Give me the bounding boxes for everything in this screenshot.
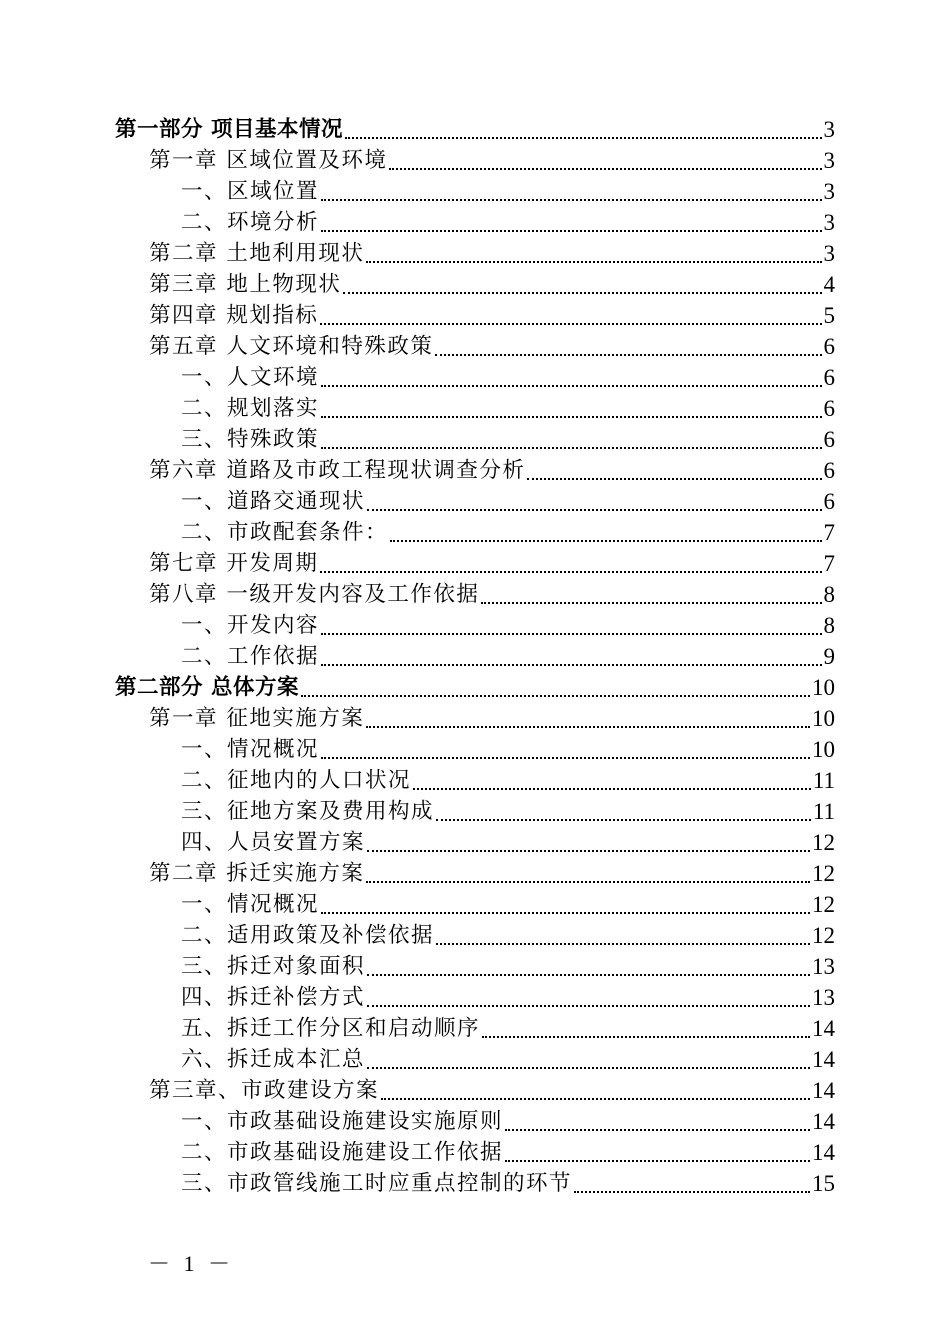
toc-entry-page: 12 [812,830,835,855]
toc-entry[interactable] [181,641,835,672]
toc-entry[interactable] [149,269,835,300]
toc-entry-title: 二、工作依据 [181,644,320,669]
toc-entry-page: 14 [812,1047,835,1072]
toc-entry[interactable] [181,951,835,982]
toc-entry[interactable] [149,548,835,579]
toc-entry-page: 8 [823,613,835,638]
toc-entry-title: 第六章 道路及市政工程现状调查分析 [149,458,526,483]
toc-entry[interactable] [149,455,835,486]
toc-entry-title: 一、道路交通现状 [181,489,366,514]
toc-dot-leader [527,478,821,480]
table-of-contents [0,114,950,1199]
toc-entry-title: 第七章 开发周期 [149,551,319,576]
toc-entry[interactable] [149,331,835,362]
toc-entry-title: 六、拆迁成本汇总 [181,1047,366,1072]
toc-dot-leader [389,168,821,170]
toc-dot-leader [367,509,821,511]
toc-entry[interactable] [149,300,835,331]
toc-entry[interactable] [181,1044,835,1075]
toc-entry[interactable] [149,579,835,610]
toc-entry-title: 一、市政基础设施建设实施原则 [181,1109,504,1134]
toc-entry-title: 五、拆迁工作分区和启动顺序 [181,1016,481,1041]
toc-entry-title: 第八章 一级开发内容及工作依据 [149,582,480,607]
toc-entry-title: 二、市政基础设施建设工作依据 [181,1140,504,1165]
toc-dot-leader [321,199,821,201]
toc-entry-title: 第一部分 项目基本情况 [115,117,343,142]
toc-entry-title: 三、特殊政策 [181,427,320,452]
toc-entry-title: 第二章 土地利用现状 [149,241,365,266]
toc-entry[interactable] [181,796,835,827]
toc-dot-leader [367,850,810,852]
toc-entry-title: 四、人员安置方案 [181,830,366,855]
toc-entry-title: 三、征地方案及费用构成 [181,799,435,824]
toc-dot-leader [321,664,821,666]
toc-dot-leader [321,385,821,387]
toc-entry-page: 10 [812,675,835,700]
toc-entry[interactable] [181,1137,835,1168]
toc-entry[interactable] [181,176,835,207]
toc-entry-title: 三、市政管线施工时应重点控制的环节 [181,1171,573,1196]
toc-dot-leader [320,571,821,573]
toc-dot-leader [505,1160,810,1162]
toc-entry[interactable] [181,920,835,951]
toc-entry-title: 第三章 地上物现状 [149,272,342,297]
toc-entry-title: 二、规划落实 [181,396,320,421]
toc-dot-leader [390,540,821,542]
toc-entry-title: 第四章 规划指标 [149,303,319,328]
toc-dot-leader [321,416,821,418]
toc-entry-title: 二、市政配套条件： [181,520,389,545]
toc-entry-page: 14 [812,1140,835,1165]
toc-entry-page: 6 [823,489,835,514]
toc-entry-title: 二、征地内的人口状况 [181,768,412,793]
toc-entry[interactable] [181,982,835,1013]
toc-entry-page: 11 [812,799,835,824]
toc-entry-page: 10 [812,706,835,731]
toc-entry-page: 6 [823,334,835,359]
toc-entry-page: 4 [823,272,835,297]
toc-entry[interactable] [181,362,835,393]
toc-entry-page: 7 [823,551,835,576]
toc-entry-page: 11 [812,768,835,793]
toc-dot-leader [367,1067,810,1069]
toc-entry-title: 第一章 征地实施方案 [149,706,365,731]
toc-dot-leader [320,323,821,325]
toc-entry-page: 14 [812,1016,835,1041]
toc-dot-leader [345,137,822,139]
toc-entry-page: 12 [812,923,835,948]
toc-dot-leader [343,292,821,294]
toc-dot-leader [505,1129,810,1131]
toc-entry-page: 6 [823,365,835,390]
toc-entry[interactable] [181,610,835,641]
toc-dot-leader [321,447,821,449]
toc-dot-leader [321,230,821,232]
toc-entry[interactable] [181,1106,835,1137]
toc-entry[interactable] [181,424,835,455]
toc-entry-page: 6 [823,427,835,452]
toc-entry[interactable] [149,1075,835,1106]
toc-dot-leader [321,633,821,635]
toc-entry[interactable] [181,765,835,796]
toc-entry-page: 3 [823,148,835,173]
toc-dot-leader [367,974,810,976]
toc-dot-leader [321,912,810,914]
toc-dot-leader [574,1191,810,1193]
toc-entry[interactable] [149,145,835,176]
toc-entry-title: 第五章 人文环境和特殊政策 [149,334,434,359]
toc-entry[interactable] [181,207,835,238]
toc-dot-leader [413,788,811,790]
toc-entry-title: 二、环境分析 [181,210,320,235]
toc-entry-title: 一、区域位置 [181,179,320,204]
toc-dot-leader [321,757,810,759]
toc-entry[interactable] [181,1013,835,1044]
toc-entry-page: 10 [812,737,835,762]
toc-dot-leader [366,726,810,728]
toc-entry[interactable] [181,393,835,424]
toc-entry-page: 3 [823,117,835,142]
toc-entry-page: 14 [812,1109,835,1134]
toc-entry[interactable] [181,827,835,858]
toc-entry[interactable] [149,858,835,889]
toc-entry-title: 二、适用政策及补偿依据 [181,923,435,948]
toc-dot-leader [367,1005,810,1007]
toc-dot-leader [482,1036,810,1038]
toc-entry-title: 第三章、市政建设方案 [149,1078,380,1103]
toc-dot-leader [436,943,810,945]
toc-entry-page: 6 [823,458,835,483]
toc-dot-leader [381,1098,810,1100]
toc-entry-title: 三、拆迁对象面积 [181,954,366,979]
toc-dot-leader [366,261,821,263]
toc-entry-page: 3 [823,179,835,204]
toc-entry-title: 一、情况概况 [181,737,320,762]
toc-dot-leader [301,695,810,697]
toc-entry-title: 第二章 拆迁实施方案 [149,861,365,886]
toc-entry-page: 7 [823,520,835,545]
toc-entry-title: 一、人文环境 [181,365,320,390]
toc-dot-leader [435,354,821,356]
toc-entry-page: 5 [823,303,835,328]
toc-entry-title: 一、开发内容 [181,613,320,638]
toc-entry-title: 一、情况概况 [181,892,320,917]
toc-entry[interactable] [181,517,835,548]
toc-entry[interactable] [181,486,835,517]
toc-entry-page: 13 [812,985,835,1010]
toc-entry-page: 6 [823,396,835,421]
toc-entry[interactable] [149,703,835,734]
toc-entry-page: 12 [812,892,835,917]
toc-dot-leader [366,881,810,883]
toc-entry[interactable] [181,1168,835,1199]
toc-entry-page: 12 [812,861,835,886]
toc-entry[interactable] [181,889,835,920]
toc-entry-page: 14 [812,1078,835,1103]
toc-entry-page: 3 [823,241,835,266]
toc-entry-page: 13 [812,954,835,979]
toc-entry[interactable] [181,734,835,765]
toc-entry-page: 9 [823,644,835,669]
toc-dot-leader [436,819,811,821]
toc-entry-title: 四、拆迁补偿方式 [181,985,366,1010]
toc-entry[interactable] [115,114,835,145]
toc-dot-leader [481,602,821,604]
toc-entry[interactable] [115,672,835,703]
toc-entry-page: 3 [823,210,835,235]
toc-entry-page: 15 [812,1171,835,1196]
page-number: － 1 － [148,1251,235,1276]
toc-entry-title: 第一章 区域位置及环境 [149,148,388,173]
toc-entry[interactable] [149,238,835,269]
toc-entry-title: 第二部分 总体方案 [115,675,299,700]
toc-entry-page: 8 [823,582,835,607]
